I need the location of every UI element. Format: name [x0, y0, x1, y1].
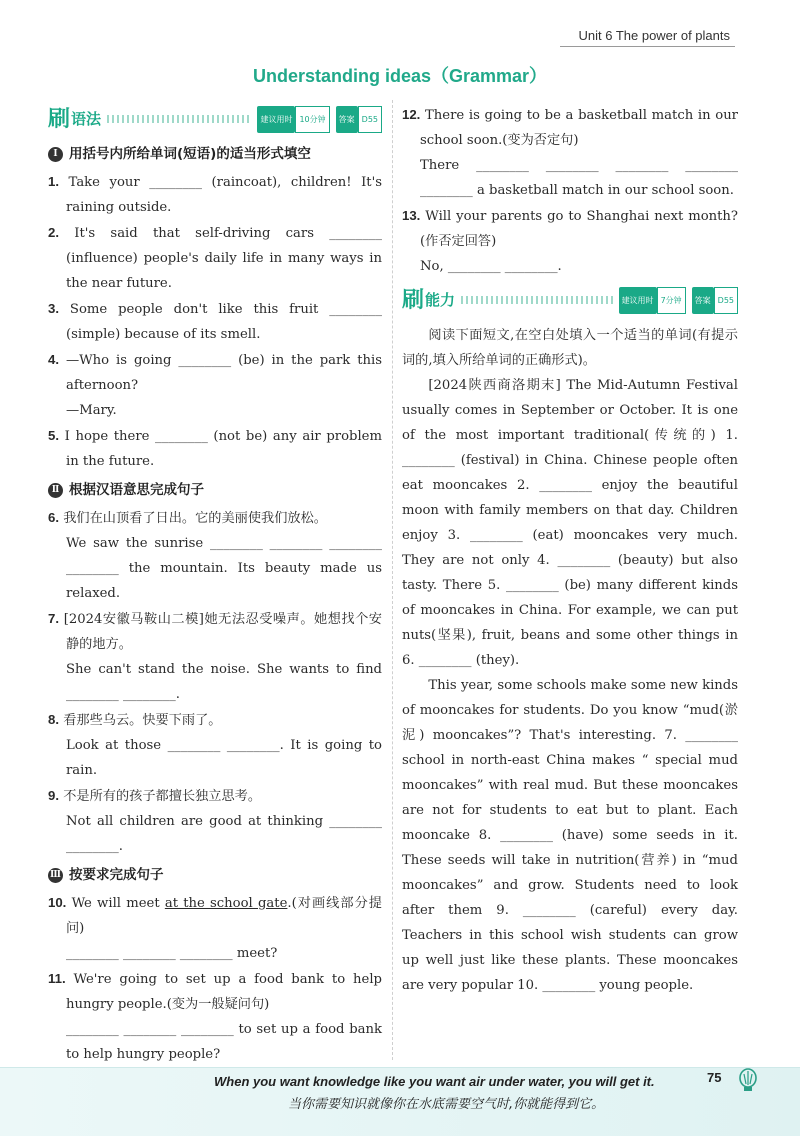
- question-13-blank: No, ________ ________.: [420, 259, 562, 274]
- right-column: [402, 102, 738, 998]
- answer-page: D55: [714, 287, 738, 314]
- question-4: 4. —Who is going ________ (be) in the park this afternoon?: [48, 352, 382, 393]
- question-7-english: She can't stand the noise. She wants to find ________ ________.: [66, 662, 382, 702]
- running-header: Unit 6 The power of plants: [578, 28, 730, 43]
- section-title: 用括号内所给单词(短语)的适当形式填空: [69, 146, 311, 162]
- question-8: 8. 看那些乌云。快要下雨了。: [48, 712, 222, 728]
- question-5: 5. I hope there ________ (not be) any air problem in the future.: [48, 428, 382, 469]
- question-9: 9. 不是所有的孩子都擅长独立思考。: [48, 788, 262, 804]
- banner-main: 刷: [402, 287, 424, 313]
- question-13: 13. Will your parents go to Shanghai next month?(作否定回答): [402, 208, 738, 249]
- section-number: Ⅰ: [48, 147, 63, 162]
- banner-main: 刷: [48, 106, 70, 132]
- passage-instruction: 阅读下面短文,在空白处填入一个适当的单词(有提示词的,填入所给单词的正确形式)。: [402, 328, 738, 368]
- answer-tag: 答案: [692, 287, 714, 314]
- answer-tag: 答案: [336, 106, 358, 133]
- question-11-blank: ________ ________ ________ to set up a food bank to help hungry people?: [66, 1022, 382, 1062]
- section-title: 根据汉语意思完成句子: [69, 482, 204, 498]
- banner-sub: 语法: [71, 109, 102, 128]
- time-value: 10分钟: [295, 106, 329, 133]
- footer-quote-chinese: 当你需要知识就像你在水底需要空气时,你就能得到它。: [288, 1097, 605, 1112]
- section-2-heading: [48, 478, 382, 503]
- question-12-blank: There ________ ________ ________ ________ ________ a basketball match in our school soon.: [420, 158, 738, 198]
- time-tag: 建议用时: [619, 287, 657, 314]
- footer-band: [0, 1067, 800, 1136]
- question-10-blank: ________ ________ ________ meet?: [66, 946, 278, 961]
- header-rule: [560, 46, 735, 47]
- ability-banner: [402, 283, 738, 317]
- question-7: 7. [2024安徽马鞍山二模]她无法忍受噪声。她想找个安静的地方。: [48, 611, 382, 652]
- page-number: 75: [707, 1070, 722, 1085]
- question-8-english: Look at those ________ ________. It is going to rain.: [66, 738, 382, 778]
- section-title: 按要求完成句子: [69, 867, 164, 883]
- question-6-english: We saw the sunrise ________ ________ ________ ________ the mountain. Its beauty made us relaxed.: [66, 536, 382, 601]
- question-11: 11. We're going to set up a food bank to help hungry people.(变为一般疑问句): [48, 971, 382, 1012]
- answer-page: D55: [358, 106, 382, 133]
- question-4-answer: —Mary.: [66, 403, 117, 418]
- section-number: Ⅱ: [48, 483, 63, 498]
- question-1: 1. Take your ________ (raincoat), children! It's raining outside.: [48, 174, 382, 215]
- banner-stripes: [461, 296, 613, 304]
- left-column: [48, 102, 382, 1067]
- passage-paragraph-2: This year, some schools make some new kinds of mooncakes for students. Do you know “mud(淤泥) mooncakes”? That's interesting. 7. ________ school in north-east China makes “ special mud mooncakes” with real mud. But these mooncakes are not for students to eat but to plant. Each mooncake 8. ________ (have) some seeds in it. These seeds will take in nutrition(营养) in “mud mooncakes” and grow. Students need to look after them 9. ________ (careful) every day. Teachers in this school wish students can grow up well just like these plants. These mooncakes are very popular 10. ________ young people.: [402, 678, 738, 993]
- section-number: Ⅲ: [48, 868, 63, 883]
- section-1-heading: [48, 142, 382, 167]
- question-2: 2. It's said that self-driving cars ________ (influence) people's daily life in many ways in the near future.: [48, 225, 382, 291]
- question-12: 12. There is going to be a basketball match in our school soon.(变为否定句): [402, 107, 738, 148]
- time-value: 7分钟: [657, 287, 686, 314]
- lightbulb-icon: [737, 1068, 759, 1094]
- section-3-heading: [48, 863, 382, 888]
- time-tag: 建议用时: [257, 106, 295, 133]
- question-6: 6. 我们在山顶看了日出。它的美丽使我们放松。: [48, 510, 327, 526]
- grammar-banner: [48, 102, 382, 136]
- question-3: 3. Some people don't like this fruit ________ (simple) because of its smell.: [48, 301, 382, 342]
- banner-sub: 能力: [425, 290, 456, 309]
- footer-quote-english: When you want knowledge like you want air under water, you will get it.: [214, 1074, 655, 1089]
- underlined-phrase: at the school gate: [164, 896, 288, 911]
- page-title: Understanding ideas（Grammar）: [252, 66, 548, 86]
- question-10: 10. We will meet at the school gate.(对画线部分提问): [48, 895, 382, 936]
- question-9-english: Not all children are good at thinking ________ ________.: [66, 814, 382, 854]
- passage-paragraph-1: [2024陕西商洛期末] The Mid-Autumn Festival usually comes in September or October. It is one of the most important traditional(传统的) 1. ________ (festival) in China. Chinese people often eat mooncakes 2. ________ enjoy the beautiful moon with family members on that day. Children enjoy 3. ________ (eat) mooncakes very much. They are not only 4. ________ (beauty) but also tasty. There 5. ________ (be) many different kinds of mooncakes in China. For example, we can put nuts(坚果), fruit, beans and some other things in 6. ________ (they).: [402, 378, 738, 668]
- column-divider: [392, 100, 393, 1060]
- banner-stripes: [107, 115, 251, 123]
